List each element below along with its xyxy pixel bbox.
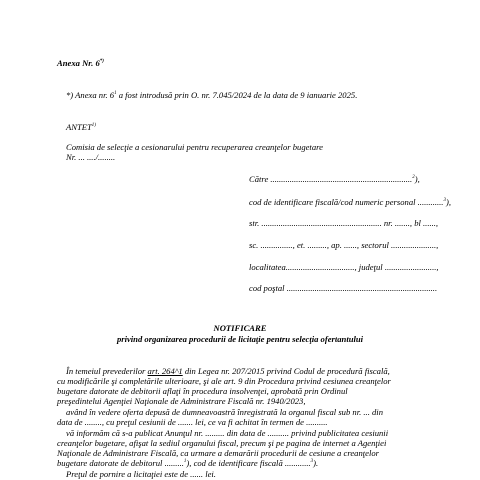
body-p1-text-a: În temeiul prevederilor [66,366,148,376]
body-p1-line-1 [66,366,390,376]
antet [66,122,96,132]
commission-line-1: Comisia de selecţie a cesionarului pentru recuperarea creanţelor bugetare [66,142,323,152]
footnote [66,90,357,100]
address-recipient-ref: 2 [412,175,415,181]
address-street: str. ........................................................ nr. ......., bl ......, [249,218,439,228]
body-p3-text-a: bugetare datorate de debitorul ......... [57,458,184,468]
body-p3-line-3: Naţionale de Administrare Fiscală, ca urmare a demarării procedurii de cesiune a creanţelor [57,448,379,458]
body-p1-text-b: din Legea nr. 207/2015 privind Codul de procedură fiscală, [182,366,390,376]
body-p3-line-1: vă informăm că s-a publicat Anunţul nr. ......... din data de .......... privind publicitatea cesiunii [66,428,389,438]
law-article-link[interactable]: art. 264^1 [147,366,183,376]
antet-text: ANTET [66,122,92,132]
address-locality: localitatea................................, judeţul ........................, [249,262,439,272]
address-fiscal-code [249,197,451,207]
annex-title-text: Anexa Nr. 6 [57,58,100,68]
body-p1-line-2: cu modificările şi completările ulterioare, şi ale art. 9 din Procedura privind cesiunea creanţelor [57,376,391,386]
body-p3-ref-2: 3 [310,459,314,465]
address-building: sc. ..............., et. ........., ap. ......, sectorul ....................., [249,240,439,250]
body-p3-line-4 [57,458,318,468]
footnote-ref: 1 [114,91,117,97]
body-p2-line-1: având în vedere oferta depusă de dumneavoastră înregistrată la organul fiscal sub nr. ... din [66,407,383,417]
body-p1-line-3: bugetare datorate de debitorii aflaţi în procedura insolvenţei, aprobată prin Ordinul [57,386,348,396]
footnote-prefix: *) Anexa nr. 6 [66,90,115,100]
footnote-suffix: a fost introdusă prin O. nr. 7.045/2024 de la data de 9 ianuarie 2025. [116,90,358,100]
body-p3-text-b: ), cod de identificare fiscală ............ [186,458,311,468]
body-p4-line-1: Preţul de pornire a licitaţiei este de ...... lei. [66,469,216,479]
notice-subtitle: privind organizarea procedurii de licitaţie pentru selecţia ofertantului [116,334,364,344]
address-recipient-text: Către .................................................................. [249,174,413,184]
body-p3-ref-1: 1 [183,459,187,465]
address-recipient [249,174,420,184]
body-p3-line-2: creanţelor bugetare, afişat la sediul organului fiscal, precum şi pe pagina de internet a Agenţiei [57,438,387,448]
commission-number: Nr. ... ..../........ [66,152,116,162]
notice-title: NOTIFICARE [213,323,267,333]
address-postal-code: cod poştal ...................................................................... [249,283,438,293]
antet-ref: 1) [91,123,96,129]
body-p1-line-4: preşedintelui Agenţiei Naţionale de Administrare Fiscală nr. 1940/2023, [57,396,306,406]
address-recipient-end: ), [414,174,420,184]
annex-title-note: *) [99,59,104,65]
address-fiscal-code-end: ), [445,197,451,207]
address-fiscal-code-ref: 3 [443,198,446,204]
address-fiscal-code-text: cod de identificare fiscală/cod numeric personal ............ [249,197,444,207]
annex-title [57,58,104,68]
body-p3-text-c: ). [313,458,319,468]
body-p2-line-2: data de ........, cu preţul cesiunii de ....... lei, ce va fi achitat în termen de .......... [57,417,328,427]
